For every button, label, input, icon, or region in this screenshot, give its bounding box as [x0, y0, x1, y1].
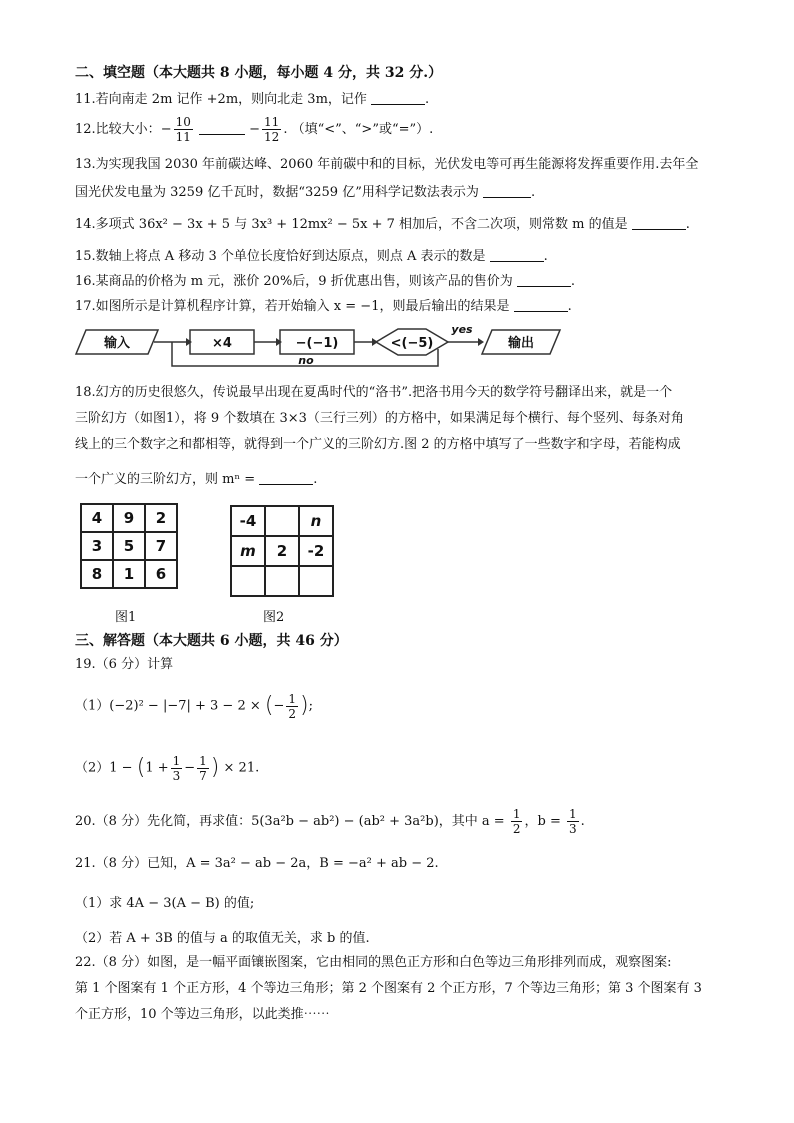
grid-cell: 2: [265, 536, 299, 566]
grid-row: [231, 566, 333, 596]
numerator: 10: [175, 115, 191, 129]
question-19-title: 19.（6 分）计算: [75, 657, 174, 672]
question-14: 14.多项式 36x² − 3x + 5 与 3x³ + 12mx² − 5x + 7 相加后，不含二次项，则常数 m 的值是 .: [75, 217, 690, 232]
flow-times4-label: ×4: [212, 336, 232, 351]
grid-cell: m: [231, 536, 265, 566]
question-22-line3: 个正方形，10 个等边三角形，以此类推⋯⋯: [75, 1007, 330, 1022]
answer-blank: [514, 297, 568, 312]
q16-text: 16.某商品的价格为 m 元，涨价 20%后，9 折优惠出售，则该产品的售价为: [75, 274, 513, 289]
section-2-heading: 二、填空题（本大题共 8 小题，每小题 4 分，共 32 分.）: [75, 65, 443, 81]
fraction: [286, 692, 298, 721]
denominator: 12: [264, 130, 280, 144]
question-21-line3: （2）若 A + 3B 的值与 a 的取值无关，求 b 的值.: [75, 931, 370, 946]
q20-text: 20.（8 分）先化简，再求值：5(3a²b − ab²) − (ab² + 3a²b)，其中 a =: [75, 814, 505, 829]
numerator: 1: [172, 753, 181, 768]
grid-cell: 8: [81, 560, 113, 588]
fraction: [567, 807, 579, 836]
magic-square-figure-2: [230, 505, 334, 597]
question-16: 16.某商品的价格为 m 元，涨价 20%后，9 折优惠出售，则该产品的售价为 .: [75, 274, 575, 289]
grid-row: [81, 504, 177, 532]
q15-text: 15.数轴上将点 A 移动 3 个单位长度恰好到达原点，则点 A 表示的数是: [75, 249, 486, 264]
q17-text: 17.如图所示是计算机程序计算，若开始输入 x = −1，则最后输出的结果是: [75, 299, 510, 314]
grid-cell: 9: [113, 504, 145, 532]
question-18-line2: 三阶幻方（如图1），将 9 个数填在 3×3（三行三列）的方格中，如果满足每个横行、每个竖列、每条对角: [75, 411, 684, 426]
grid-cell: [231, 566, 265, 596]
fraction: [171, 754, 183, 783]
q19-p2-a: 1 +: [145, 760, 169, 776]
grid-cell: -2: [299, 536, 333, 566]
question-13-line2: 国光伏发电量为 3259 亿千瓦时，数据“3259 亿”用科学记数法表示为 .: [75, 185, 536, 200]
program-flowchart: [72, 326, 564, 372]
q20-b-label: ，b =: [524, 814, 561, 829]
denominator: 2: [512, 822, 521, 836]
answer-blank: [517, 272, 571, 287]
grid-cell: n: [299, 506, 333, 536]
grid-cell: 4: [81, 504, 113, 532]
grid-cell: 6: [145, 560, 177, 588]
fraction: [511, 807, 523, 836]
q19-p2-end: × 21.: [223, 760, 260, 776]
grid-cell: 7: [145, 532, 177, 560]
question-19-part2: （2）1 − (1 + $\frac{1}{3}$ − $\frac{1}{7}$ ) × 21.: [75, 753, 260, 783]
q14-text: 14.多项式 36x² − 3x + 5 与 3x³ + 12mx² − 5x + 7 相加后，不含二次项，则常数 m 的值是: [75, 217, 628, 232]
q12-suffix: （填“<”、“>”或“=”）: [291, 122, 430, 137]
figure-2-caption: 图2: [263, 610, 285, 625]
grid-row: [231, 506, 333, 536]
magic-square-figure-1: [80, 503, 178, 589]
denominator: 3: [172, 768, 181, 783]
flow-output-label: 输出: [507, 336, 535, 351]
grid-cell: [265, 506, 299, 536]
question-21-line1: 21.（8 分）已知，A = 3a² − ab − 2a，B = −a² + ab − 2.: [75, 856, 439, 871]
denominator: 11: [175, 130, 191, 144]
fraction: [262, 115, 281, 144]
q12-prefix: 12.比较大小：: [75, 122, 161, 137]
fraction: [197, 754, 209, 783]
flow-no-label: no: [298, 354, 314, 367]
question-20: 20.（8 分）先化简，再求值：5(3a²b − ab²) − (ab² + 3a²b)，其中 a = $\frac{1}{2}$ ，b = $\frac{1}{3}$ .: [75, 807, 585, 836]
question-15: 15.数轴上将点 A 移动 3 个单位长度恰好到达原点，则点 A 表示的数是 .: [75, 249, 548, 264]
flow-minus-label: −(−1): [295, 336, 339, 351]
q18-text: 一个广义的三阶幻方，则 mⁿ =: [75, 472, 256, 487]
flow-input-label: 输入: [103, 336, 131, 351]
answer-blank: [490, 247, 544, 262]
question-18-line3: 线上的三个数字之和都相等，就得到一个广义的三阶幻方.图 2 的方格中填写了一些数字和字母，若能构成: [75, 437, 681, 452]
denominator: 2: [288, 706, 297, 721]
flow-condition-label: <(−5): [390, 336, 434, 351]
question-17: 17.如图所示是计算机程序计算，若开始输入 x = −1，则最后输出的结果是 .: [75, 299, 572, 314]
question-13-line1: 13.为实现我国 2030 年前碳达峰、2060 年前碳中和的目标，光伏发电等可再生能源将发挥重要作用.去年全: [75, 157, 699, 172]
grid-row: [231, 536, 333, 566]
question-18-line4: 一个广义的三阶幻方，则 mⁿ = .: [75, 472, 318, 487]
answer-blank: [632, 215, 686, 230]
answer-blank: [483, 183, 531, 198]
numerator: 11: [264, 115, 280, 129]
numerator: 1: [288, 691, 297, 706]
q19-p2-text: （2）1 −: [75, 760, 133, 776]
question-19-part1: （1）(−2)² − |−7| + 3 − 2 × (− $\frac{1}{2}$ );: [75, 691, 314, 721]
question-21-line2: （1）求 4A − 3(A − B) 的值;: [75, 896, 255, 911]
q11-text: 11.若向南走 2m 记作 +2m，则向北走 3m，记作: [75, 92, 367, 107]
grid-cell: [299, 566, 333, 596]
denominator: 3: [568, 822, 577, 836]
figure-1-caption: 图1: [115, 610, 137, 625]
q19-p1-text: （1）(−2)² − |−7| + 3 − 2 ×: [75, 698, 261, 714]
fraction: [174, 115, 193, 144]
denominator: 7: [199, 768, 207, 783]
grid-cell: [265, 566, 299, 596]
q13-text: 国光伏发电量为 3259 亿千瓦时，数据“3259 亿”用科学记数法表示为: [75, 185, 479, 200]
grid-row: [81, 532, 177, 560]
flow-yes-label: yes: [451, 326, 473, 336]
numerator: 1: [512, 807, 521, 821]
question-12: 12.比较大小：− $\frac{10}{11}$ − $\frac{11}{12}$ . （填“<”、“>”或“=”）.: [75, 115, 434, 144]
answer-blank: [371, 90, 425, 105]
section-3-heading: 三、解答题（本大题共 6 小题，共 46 分）: [75, 633, 348, 649]
answer-blank: [259, 470, 313, 485]
grid-cell: 2: [145, 504, 177, 532]
grid-cell: 5: [113, 532, 145, 560]
grid-row: [81, 560, 177, 588]
grid-cell: 3: [81, 532, 113, 560]
question-22-line1: 22.（8 分）如图，是一幅平面镶嵌图案，它由相同的黑色正方形和白色等边三角形排列而成，观察图案:: [75, 955, 672, 970]
grid-cell: 1: [113, 560, 145, 588]
numerator: 1: [199, 753, 207, 768]
numerator: 1: [568, 807, 577, 821]
answer-blank: [199, 120, 245, 135]
question-11: 11.若向南走 2m 记作 +2m，则向北走 3m，记作 .: [75, 92, 430, 107]
question-18-line1: 18.幻方的历史很悠久，传说最早出现在夏禹时代的“洛书”.把洛书用今天的数学符号翻译出来，就是一个: [75, 385, 673, 400]
question-22-line2: 第 1 个图案有 1 个正方形，4 个等边三角形；第 2 个图案有 2 个正方形，7 个等边三角形；第 3 个图案有 3: [75, 981, 702, 996]
grid-cell: -4: [231, 506, 265, 536]
